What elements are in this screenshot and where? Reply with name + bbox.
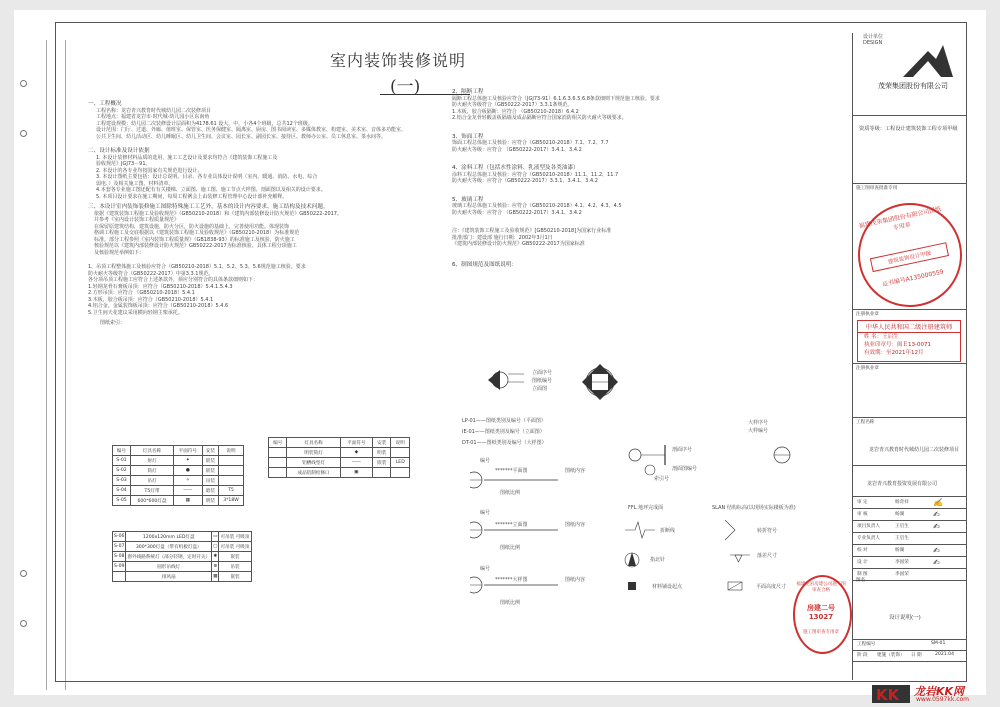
left-column (88, 101, 406, 327)
watermark-url: www.0597kk.com (916, 696, 970, 703)
divider (853, 363, 966, 364)
cell (113, 572, 126, 582)
watermark-logo (872, 683, 992, 705)
elevation-number-label: 编号 (480, 510, 491, 516)
design-stamp (848, 193, 971, 316)
cell: 明装 (373, 448, 391, 458)
section-5-heading: 5、玻璃工程 (452, 196, 484, 203)
text-line: 工程地点：福建省龙岩市·时代城-幼儿园小区东南角 (96, 114, 210, 120)
legend-title: 图纸索引： (100, 320, 126, 326)
divider (853, 465, 966, 466)
text-line: 并参考《室内设计装饰工程质量规范》 (94, 217, 180, 223)
turn-symbol-label: 转折符号 (757, 528, 778, 534)
cell: 吊装 (219, 562, 251, 572)
text-line: 隔断工程总体施工及核验应符合（JGJ73-91）6.1.6.3.6.5.6.8条款细则下规范施工核验。要求 (452, 95, 660, 102)
role-label: 制 图 (857, 572, 868, 577)
role-person: 杨奇祥 (895, 500, 909, 505)
text-line: 依据《建筑装饰工程施工及验收规范》（GB50210-2018）和《建筑内部装修设计防火规范》GB50222-2017。 (94, 210, 342, 217)
cell (219, 476, 244, 486)
material-start-label: 材料铺设起点 (652, 584, 683, 590)
role-table (853, 497, 966, 581)
fixture-symbol: —— (340, 458, 372, 468)
review-stamp-code: 房建二号 13027 (807, 604, 835, 621)
text-line: 防火耐火等级：应符合 （GB50222-2017）3.4.1、3.4.2 (452, 209, 582, 216)
signature-icon: ✍ (933, 522, 940, 531)
cell: S-01 (113, 456, 131, 466)
text-line: 1.木板、胶合板隔断：应符合 （GB50210-2018）6.4.2 (452, 108, 579, 115)
project-name: 龙岩青兴教育时代城幼儿园二次装修项目 (869, 447, 960, 453)
qualification: 资质等级：工程设计建筑装饰工程专项甲级 (859, 126, 958, 132)
cell: 1200x120mm LED灯盘 (126, 532, 212, 542)
table-row (113, 476, 244, 486)
stage-label: 阶 段 (857, 653, 868, 658)
cell: 铝槽线型灯 (287, 458, 340, 468)
table-row (113, 552, 252, 562)
role-person: 李国荣 (895, 560, 909, 565)
elevation-index-label-1: 立面序号 (532, 370, 553, 376)
cell (269, 458, 287, 468)
north-label: 指北针 (650, 557, 666, 563)
table-header: 说明 (219, 446, 244, 456)
elevation-index-label-2: 图纸编号 (532, 378, 553, 384)
table-header: 安装 (373, 438, 391, 448)
registration-seal (857, 320, 961, 362)
role-person: 王启生 (895, 524, 909, 529)
cell (269, 448, 287, 458)
text-line: 玻璃工程总体施工及核验：应符合（GB50210-2018）4.1、4.2、4.3、4.5 (452, 203, 622, 209)
north-arrow-icon (625, 552, 639, 567)
detail-index-symbol (774, 447, 790, 463)
signature-icon: ✍ (933, 510, 940, 519)
stamp-mid-text: 建筑装饰设计甲级 (870, 242, 949, 272)
cell: 嵌装 (202, 466, 218, 476)
divider (853, 115, 966, 116)
cell (219, 456, 244, 466)
role-row (853, 557, 966, 569)
role-person: 王启生 (895, 536, 909, 541)
cell: 嵌装 (373, 458, 391, 468)
role-label: 专业负责人 (857, 536, 880, 541)
detail-label-2: 大样编号 (748, 428, 769, 434)
cell: 嵌装 (219, 552, 251, 562)
cell: 吊装 (202, 476, 218, 486)
elevation-drop-symbol (730, 555, 750, 562)
text-line: 2. 本设计的各专业均按国家有关规范进行设计。 (96, 167, 203, 174)
company-name: 茂荣集团股份有限公司 (878, 82, 948, 90)
code-line: LP-01——图纸类别及编号（平面图） (462, 418, 546, 424)
signature-icon: ✍ (933, 558, 940, 567)
stamp-ring-text: 福建茂荣集团股份有限公司图纸专用章 (858, 205, 942, 232)
cell: S-06 (113, 532, 126, 542)
table-row (113, 532, 252, 542)
text-line: 1. 本设计装修材料品质的选用，施工工艺设计及要求均符合《建筑装饰工程施工及 (96, 154, 278, 161)
divider (853, 661, 966, 662)
text-line: 防火耐火等级符合（GB50222-2017）中第3.3.1规范。 (88, 270, 214, 277)
fixture-table-2 (112, 531, 252, 582)
fixture-table-3 (268, 437, 410, 478)
review-stamp-text: 福建龙岩房建公司施工图审查合格 (796, 582, 846, 593)
plan-scale-label: 图纸比例 (500, 490, 521, 496)
cell: T5 (219, 486, 244, 496)
detail-content-label: 图纸内容 (565, 577, 586, 583)
text-line: 防火耐火等级：应符合（GB50222-2017）3.3.1、3.4.1、3.4.2 (452, 178, 598, 184)
section-1-heading: 一、工程概况 (88, 101, 122, 107)
reg-valid: 有效期：至2021年12月 (864, 350, 924, 356)
divider (853, 639, 966, 640)
drawing-name: 设计说明(一) (889, 615, 921, 621)
role-row (853, 545, 966, 557)
detail-title-label: *******大样图 (495, 577, 528, 583)
reg-title: 中华人民共和国二级注册建筑师 (858, 321, 960, 333)
fixture-symbol: ⊕ (212, 562, 219, 572)
cell: S-07 (113, 542, 126, 552)
text-line: 格调工程施工及交底根据以《建筑装饰工程施工及验收规范》（GB50210-2018）为标准规范 (94, 230, 300, 236)
cell: 射灯 (131, 456, 174, 466)
divider (853, 417, 966, 418)
fixture-symbol: ▣ (340, 468, 372, 478)
stamp-code-text: 证书编号A135000559 (881, 268, 945, 289)
ffl-label: FFL 地坪完成面 (628, 505, 664, 511)
text-line: 1、吊顶工程整体施工及核验应符合（GB50210-2018）5.1、5.2、5.3、5.6规范施工核验。要求 (88, 264, 306, 270)
design-unit-label: 设计单位 (863, 34, 884, 40)
binding-hole (20, 80, 27, 87)
cell: 吊灯 (131, 476, 174, 486)
review-stamp-bottom: 施工图审查专用章 (803, 630, 839, 635)
reg-name: 姓 名：王启生 (864, 334, 899, 340)
title-block (852, 33, 966, 680)
section-3-heading: 三、本设计室内装饰装修施工图除特殊施工工艺外，基本的设计内容要求、施工结构及技术问题。 (88, 204, 329, 210)
role-label: 审 定 (857, 500, 868, 505)
construction-review-label: 施工图审查批准专用 (856, 186, 898, 191)
text-line: 工程名称：龙岩青兴教育时代城幼儿园二次装修项目 (96, 107, 212, 114)
cell (391, 448, 410, 458)
cell: 3*18W (219, 496, 244, 506)
elevation-index-symbol (488, 370, 524, 390)
text-line: 及核验规范举例如下： (94, 249, 145, 256)
watermark-brand: 龙岩KK网 (914, 685, 965, 698)
role-label: 项目负责人 (857, 524, 880, 529)
cell: LED (391, 458, 410, 468)
text-line: 1.轻钢龙骨石膏板吊顶：应符合（GB50210-2018）5.4.1.5.4.3 (88, 283, 233, 290)
page-subtitle: (一) (390, 77, 421, 97)
signature-icon: ✍ (933, 546, 940, 555)
elevation-content-label: 图纸内容 (565, 522, 586, 528)
divider (853, 309, 966, 310)
binding-hole (20, 130, 27, 137)
text-line: 防火耐火等级符合（GB50222-2017）3.3.1条规范。 (452, 102, 573, 108)
table-row (113, 496, 244, 506)
fixture-symbol: ✱ (212, 552, 219, 562)
plan-height-label: 平面高度尺寸 (756, 584, 787, 590)
text-line: 在保留原建筑结构，建筑设施，防火分区，防火设施的基础上，完善使用功能。体现装饰 (94, 223, 290, 230)
table-row (113, 542, 252, 552)
cell: 窗外线路系统灯（部分轻钢，定时开关） (126, 552, 212, 562)
cell: S-03 (113, 476, 131, 486)
date-label: 日 期 (911, 653, 922, 658)
fixture-symbol: ▭ (212, 532, 219, 542)
text-line: 公共卫生间、幼儿活动区、幼儿睡眠区、幼儿卫生间、会议室、园长室、副园长室、接待区、教师办公室、员工休息室、茶水间等。 (96, 133, 387, 140)
binding-hole (20, 620, 27, 627)
table-header: 灯具名称 (131, 446, 174, 456)
cell: 嵌装 (219, 572, 251, 582)
cell: 排风扇 (126, 572, 212, 582)
text-line: 防火耐火等级：应符合 （GB50222-2017）3.4.1、3.4.2 (452, 146, 582, 153)
cell: 明装筒灯 (287, 448, 340, 458)
section-cut-symbol (629, 445, 665, 475)
code-line: DT-01——图纸类别及编号（大样图） (462, 440, 547, 446)
role-row (853, 569, 966, 581)
detail-scale-label: 图纸比例 (500, 600, 521, 606)
table-row (113, 456, 244, 466)
text-line: 工程建设规模：幼儿园二次装修设计层面积为4178.61 设大、中、小各4个班级，总共12个班级。 (96, 120, 313, 127)
registration-label: 注册执业章 (856, 312, 879, 317)
text-line: 4.本套各专业施工图还配有有关楼梯、立面图、施工图、施工节点大样图、剖面图以及相关的设计要求。 (96, 187, 326, 193)
cell: 成品铝制检修口 (287, 468, 340, 478)
elevation-scale-label: 图纸比例 (500, 545, 521, 551)
role-person: 杨湖 (895, 512, 905, 517)
cell: 暗装 (202, 486, 218, 496)
reg-number: 执业印章号：闽Ｅ13-0071 (864, 342, 931, 348)
section-6-heading: 6、制图规范及图纸说明： (452, 261, 518, 268)
text-line: 4.铝合金，金属装饰板吊顶：应符合（GB50210-2018）5.4.6 (88, 303, 229, 309)
break-line-symbol (625, 522, 655, 538)
index-number-label: 索引号 (654, 476, 670, 482)
client-name: 龙岩青兴教育投资发展有限公司 (867, 481, 938, 487)
text-line: 弱电、）及相关施工图、材料清单。 (96, 180, 174, 187)
divider (853, 183, 966, 184)
table-row (113, 572, 252, 582)
cell: 嵌装 (202, 456, 218, 466)
cell: S-09 (113, 562, 126, 572)
table-header: 平面符号 (340, 438, 372, 448)
plan-number-label: 编号 (480, 458, 491, 464)
table-row (113, 486, 244, 496)
table-row (269, 468, 410, 478)
table-header: 灯具名称 (287, 438, 340, 448)
binding-hole (20, 570, 27, 577)
fixture-symbol: ▩ (212, 572, 219, 582)
table-row (269, 458, 410, 468)
section-index-symbol (582, 364, 618, 400)
table-header: 安装 (202, 446, 218, 456)
plan-label: *******平面图 (495, 468, 528, 474)
fixture-symbol: ▢ (212, 542, 219, 552)
cell: S-04 (113, 486, 131, 496)
elevation-drop-label: 落差尺寸 (757, 553, 778, 559)
sheet-no: SM-01 (931, 641, 946, 646)
note: 批准部门：建设部 施行日期：2002年3月1日 (452, 234, 553, 241)
text-line: 核验规范以《建筑内部装修设计防火规范》GB50222-2017为标准核验。具体工程分项施工 (94, 243, 297, 249)
role-row (853, 533, 966, 545)
page-title: 室内装饰装修说明 (330, 51, 467, 70)
text-line: 饰面工程总体施工及核验：应符合（GB50210-2018）7.1、7.2、7.7 (452, 140, 609, 146)
plan-height-symbol (728, 582, 742, 590)
fixture-symbol: ▦ (173, 496, 202, 506)
role-person: 杨湖 (895, 548, 905, 553)
sheet-no-label: 工程编号 (857, 642, 876, 647)
cell: 可吊装 可吸顶 (219, 542, 251, 552)
table-header: 编号 (269, 438, 287, 448)
note: 《建筑内部装修设计防火规范》GB50222-2017为国家标准 (452, 241, 585, 247)
cell: 可吊装 可吸顶 (219, 532, 251, 542)
table-row (269, 448, 410, 458)
cell: S-02 (113, 466, 131, 476)
cell: S-05 (113, 496, 131, 506)
text-line: 5.卫生间天花建议采用横向轻钢主架承托。 (88, 309, 183, 316)
turn-symbol (725, 520, 735, 540)
role-row (853, 521, 966, 533)
signature-icon: ✍ (933, 498, 943, 507)
fixture-symbol: ◆ (340, 448, 372, 458)
table-row (113, 466, 244, 476)
role-label: 设 计 (857, 560, 868, 565)
plan-content-label: 图纸内容 (565, 468, 586, 474)
cell: 300*300灯盘（带有机板灯盘） (126, 542, 212, 552)
elevation-label: *******立面图 (495, 522, 528, 528)
fixture-symbol: ✦ (173, 456, 202, 466)
section-2-heading: 二、设计标准及设计依据 (88, 148, 150, 154)
svg-text:KK: KK (876, 686, 900, 704)
text-line: 标准。部分工程参照《室内装饰工程质量规》（GB1838-93）的标准施工及核验，防火施工 (94, 236, 295, 243)
text-line: 2.铝合金龙骨轻酸盖板隔墙及成品隔断应符合国家消防相关防火耐火等级要求。 (452, 115, 627, 121)
cell: 明装 (202, 496, 218, 506)
cell (219, 466, 244, 476)
review-stamp (793, 575, 852, 654)
text-line: 验收规范》JGJ73－91。 (96, 161, 151, 167)
kk-logo-icon (872, 683, 910, 705)
stage-value: 建施（装饰） (877, 653, 905, 658)
break-line-label: 折断线 (660, 528, 676, 534)
role-row (853, 509, 966, 521)
fixture-symbol: ● (173, 466, 202, 476)
text-line: 5. 本项目设计要求在施工期间，每周工程例会上由装修工程管理中心设计部补充解释。 (96, 193, 288, 200)
text-line: 涂料工程总体施工及核验：应符合（GB50210-2018）11.1、11.2、11.7 (452, 171, 619, 178)
section-4-heading: 4、涂料工程（包括水性涂料、乳液型及各类油漆） (452, 165, 579, 171)
fixture-symbol: —— (173, 486, 202, 496)
design-code-label: DESIGN (863, 40, 883, 46)
divider (853, 650, 966, 651)
section-3-heading: 3、饰面工程 (452, 133, 484, 140)
detail-label-1: 大样序号 (748, 420, 769, 426)
text-line: 3.木板，胶合板吊顶：应符合（GB50210-2018）5.4.1 (88, 296, 214, 303)
cell: 筒灯 (131, 466, 174, 476)
table-header: 平面符号 (173, 446, 202, 456)
fixture-table-1 (112, 445, 244, 506)
cell (391, 468, 410, 478)
date-value: 2021.04 (935, 652, 954, 657)
section-label-1: 剖面序号 (672, 447, 693, 453)
section-2-heading: 2、隔断工程 (452, 89, 484, 95)
table-row (113, 562, 252, 572)
text-line: 各分项吊顶工程施工应符合上述条款外，须应分别符合的具体条款细则如下： (88, 277, 259, 283)
role-person: 李国荣 (895, 572, 909, 577)
material-start-symbol (628, 582, 636, 590)
cell: S-08 (113, 552, 126, 562)
cell: 圆形吊线灯 (126, 562, 212, 572)
elevation-index-label-3: 立面图 (532, 386, 548, 392)
right-column (452, 89, 660, 268)
role-label: 审 核 (857, 512, 868, 517)
text-line: 3. 本设计图纸主要包括：设计总说明、目录、各专业具体设计说明（室内、暖通、消防、水电、综合 (96, 174, 318, 180)
code-line: IE-01——图纸类别及编号（立面图） (462, 429, 545, 435)
table-header: 说明 (391, 438, 410, 448)
role-row (853, 497, 966, 509)
fixture-symbol: ✧ (173, 476, 202, 486)
cell (373, 468, 391, 478)
project-label: 工程名称 (856, 420, 875, 425)
role-label: 校 对 (857, 548, 868, 553)
reg-seal-label: 注册执业章 (856, 366, 879, 371)
table-header: 编号 (113, 446, 131, 456)
detail-number-label: 编号 (480, 566, 491, 572)
cell: 600*600灯盘 (131, 496, 174, 506)
drawing-name-label: 图名 (856, 578, 866, 583)
slan-label: SLAN 结构标高(以现场实际楼板为准) (712, 505, 796, 511)
text-line: 2.方形吊顶：应符合 （GB50210-2018）5.4.1 (88, 290, 195, 296)
cell: T5灯带 (131, 486, 174, 496)
text-line: 设计范围：门厅、过道、外廊、值班室、保管室、医务保健室、隔离室、厨房、图书阅读室、多媒体教室、构建室、美术室、音体多功能室、 (96, 127, 407, 133)
company-logo-icon (903, 43, 953, 78)
section-label-2: 剖面图编号 (672, 466, 698, 472)
note: 注：《建筑装饰工程施工及验收规范》[GB50210-2018]为国家行业标准 (452, 228, 612, 234)
cell (269, 468, 287, 478)
